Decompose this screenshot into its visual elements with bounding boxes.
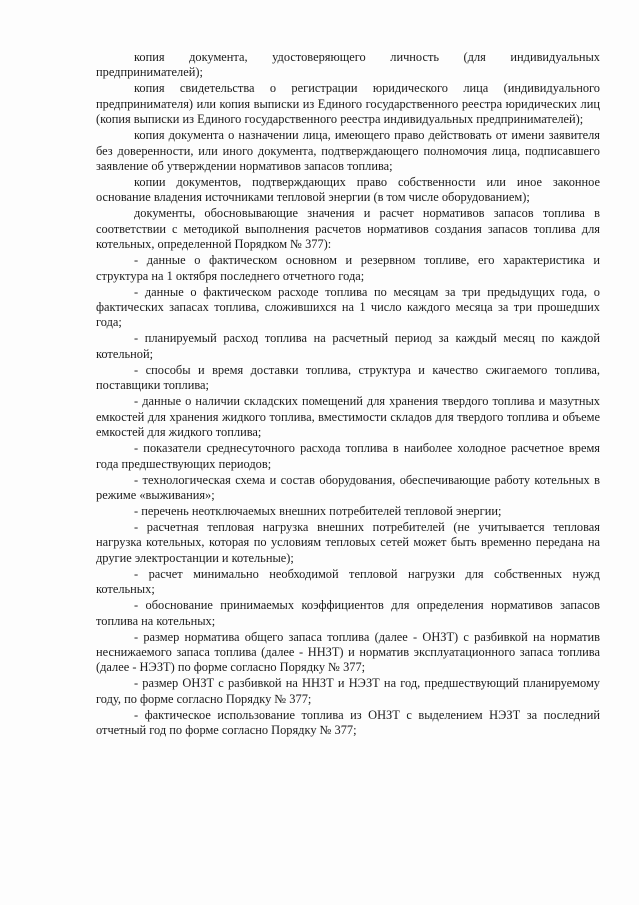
list-item-non-disconnectable-consumers: - перечень неотключаемых внешних потребителей тепловой энергии;: [134, 503, 502, 518]
list-item-onzt-size: - размер норматива общего запаса топлива (далее - ОНЗТ) с разбивкой на норматив неснижаемого запаса топлива (далее - ННЗТ) и норматив эксплуатационного запаса топлива (далее - НЭЗТ) по форме согласно Порядку № 377;: [96, 629, 600, 675]
list-item-delivery-methods: - способы и время доставки топлива, структура и качество сжигаемого топлива, поставщики топлива;: [96, 362, 600, 393]
list-item-onzt-previous-year: - размер ОНЗТ с разбивкой на ННЗТ и НЭЗТ на год, предшествующий планируемому году, по форме согласно Порядку № 377;: [96, 676, 600, 706]
list-item-coefficients: - обоснование принимаемых коэффициентов для определения нормативов запасов топлива на котельных;: [96, 598, 600, 628]
list-item-fuel-characteristics: - данные о фактическом основном и резервном топливе, его характеристика и структура на 1 октября последнего отчетного года;: [96, 253, 600, 283]
paragraph-passport-copy: копия документа, удостоверяющего личность (для индивидуальных предпринимателей);: [96, 50, 600, 80]
document-body: [96, 50, 600, 739]
list-item-external-heat-load: - расчетная тепловая нагрузка внешних потребителей (не учитывается тепловая нагрузка котельных, которая по условиям тепловых сетей может быть временно передана на другие электростанции и котельные);: [96, 519, 600, 565]
list-item-monthly-consumption: - данные о фактическом расходе топлива по месяцам за три предыдущих года, о фактических запасах топлива, сложившихся на 1 число каждого месяца за три прошедших года;: [96, 284, 600, 330]
list-item-survival-mode: - технологическая схема и состав оборудования, обеспечивающие работу котельных в режиме «выживания»;: [96, 472, 600, 502]
paragraph-registration-copy: копия свидетельства о регистрации юридического лица (индивидуального предпринимателя) или копия выписки из Единого государственного реестра юридических лиц (копия выписки из Единого государственного реестра индивидуальных предпринимателей);: [96, 81, 600, 127]
list-item-daily-consumption: - показатели среднесуточного расхода топлива в наиболее холодное расчетное время года предшествующих периодов;: [96, 441, 600, 471]
list-item-actual-usage: - фактическое использование топлива из ОНЗТ с выделением НЭЗТ за последний отчетный год по форме согласно Порядку № 377;: [96, 707, 600, 738]
list-item-planned-consumption: - планируемый расход топлива на расчетный период за каждый месяц по каждой котельной;: [96, 331, 600, 361]
paragraph-ownership-copies: копии документов, подтверждающих право собственности или иное законное основание владения источниками тепловой энергии (в том числе оборудованием);: [96, 175, 600, 205]
paragraph-appointment-copy: копия документа о назначении лица, имеющего право действовать от имени заявителя без доверенности, или иного документа, подтверждающего полномочия лица, подписавшего заявление об утверждении нормативов запасов топлива;: [96, 128, 600, 174]
list-item-storage-facilities: - данные о наличии складских помещений для хранения твердого топлива и мазутных емкостей для хранения жидкого топлива, вместимости складов для твердого топлива и объеме емкостей для жидкого топлива;: [96, 394, 600, 440]
paragraph-calculation-documents: документы, обосновывающие значения и расчет нормативов запасов топлива в соответствии с методикой выполнения расчетов нормативов создания запасов топлива для котельных, определенной Порядком № 377):: [96, 206, 600, 252]
list-item-minimum-heat-load: - расчет минимально необходимой тепловой нагрузки для собственных нужд котельных;: [96, 566, 600, 597]
